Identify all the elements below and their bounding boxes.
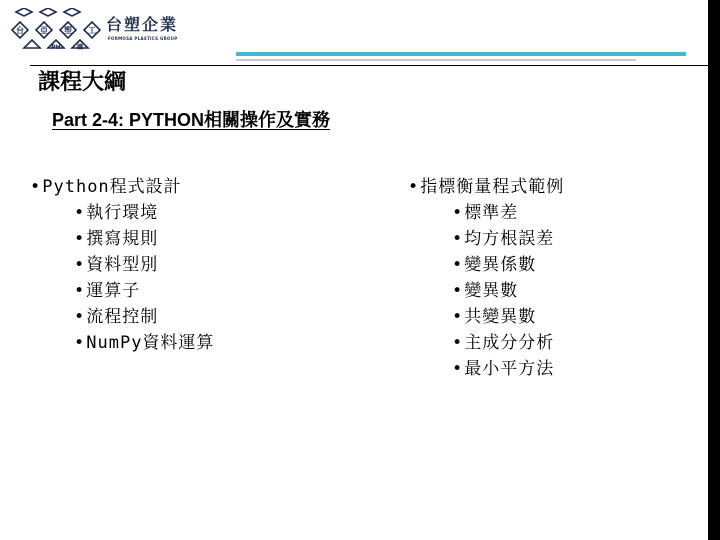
- list-item: •主成分分析: [452, 330, 564, 356]
- bullet-icon: •: [74, 307, 86, 327]
- bullet-icon: •: [452, 255, 464, 275]
- bullet-icon: •: [74, 281, 86, 301]
- header-divider-line: [30, 65, 708, 66]
- brand-name: 台塑企業: [106, 15, 179, 34]
- right-edge-bar: [708, 0, 720, 540]
- secondary-rule-line: [236, 59, 636, 61]
- list-item: •NumPy資料運算: [74, 330, 214, 356]
- bullet-icon: •: [452, 229, 464, 249]
- accent-rule-line: [236, 52, 686, 56]
- emblem-cell-4: PH: [51, 44, 61, 51]
- list-item: •撰寫規則: [74, 226, 214, 252]
- bullet-icon: •: [452, 281, 464, 301]
- emblem-cell-5: 工: [88, 26, 96, 35]
- brand-logo: [106, 16, 194, 46]
- bullet-icon: •: [30, 177, 42, 197]
- list-item: •變異係數: [452, 252, 564, 278]
- emblem-cell-3: 塑: [64, 26, 72, 35]
- emblem-cell-6: 纖: [76, 44, 84, 51]
- bullet-icon: •: [452, 203, 464, 223]
- brand-subtitle: FORMOSA PLASTICS GROUP: [108, 36, 178, 41]
- metrics-examples-list: [408, 174, 564, 382]
- list-item: •標準差: [452, 200, 564, 226]
- list-heading: •指標衡量程式範例: [408, 174, 564, 200]
- list-item: •流程控制: [74, 304, 214, 330]
- emblem-cell-2: 亞: [40, 26, 48, 35]
- python-topics-list: [30, 174, 214, 356]
- list-item: •最小平方法: [452, 356, 564, 382]
- bullet-icon: •: [452, 359, 464, 379]
- bullet-icon: •: [74, 333, 86, 353]
- list-item: •共變異數: [452, 304, 564, 330]
- bullet-icon: •: [74, 203, 86, 223]
- list-heading: •Python程式設計: [30, 174, 214, 200]
- list-item: •執行環境: [74, 200, 214, 226]
- sub-list: [30, 200, 214, 356]
- emblem-cell-1: 台: [16, 26, 24, 35]
- page-subtitle: Part 2-4: PYTHON相關操作及實務: [52, 110, 331, 130]
- bullet-icon: •: [408, 177, 420, 197]
- list-item: •變異數: [452, 278, 564, 304]
- sub-list: [408, 200, 564, 382]
- list-item: •運算子: [74, 278, 214, 304]
- bullet-icon: •: [452, 333, 464, 353]
- bullet-icon: •: [74, 255, 86, 275]
- list-item: •資料型別: [74, 252, 214, 278]
- bullet-icon: •: [452, 307, 464, 327]
- page-title: 課程大綱: [38, 69, 127, 95]
- bullet-icon: •: [74, 229, 86, 249]
- list-item: •均方根誤差: [452, 226, 564, 252]
- formosa-emblem-logo: [10, 8, 102, 52]
